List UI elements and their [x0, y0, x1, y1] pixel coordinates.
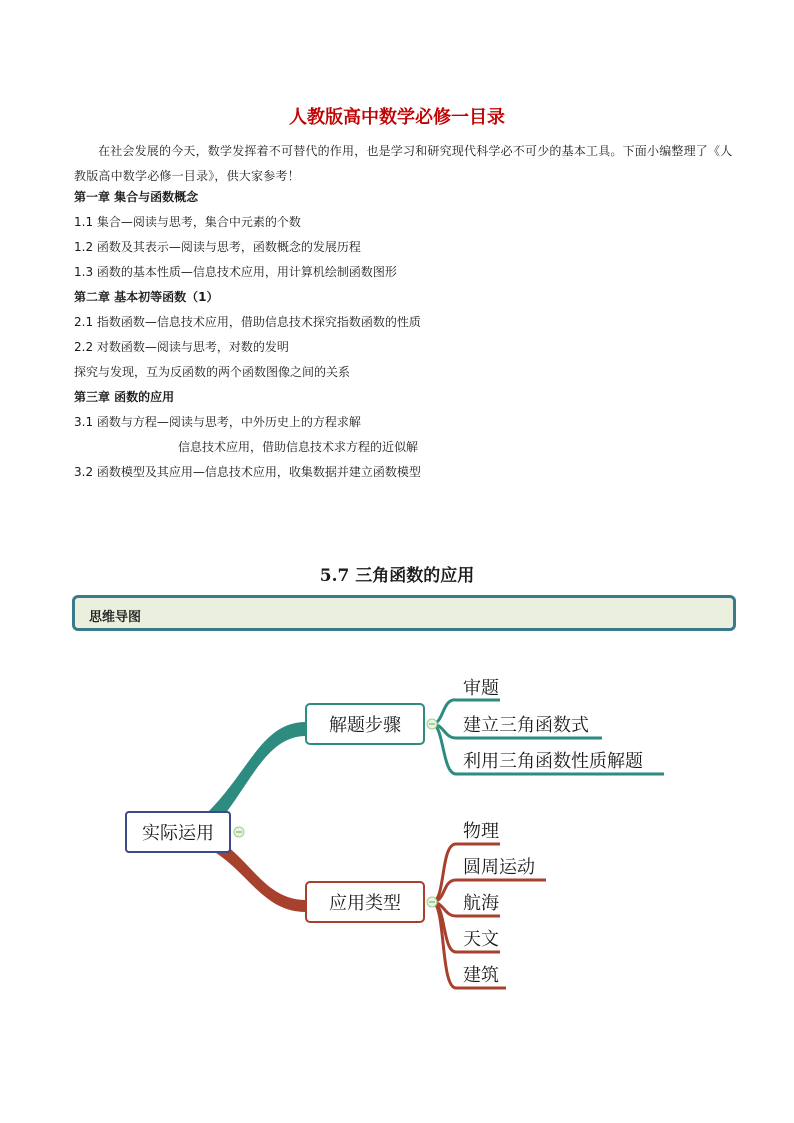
- toc-item: 1.1 集合—阅读与思考，集合中元素的个数: [74, 215, 301, 229]
- toc-chapter-heading: 第三章 函数的应用: [74, 390, 175, 404]
- leaf-label: 天文: [463, 929, 499, 950]
- leaf-label: 物理: [463, 821, 499, 842]
- toc-item: 2.1 指数函数—信息技术应用，借助信息技术探究指数函数的性质: [74, 315, 421, 329]
- leaf-label: 航海: [463, 893, 499, 914]
- section-title: 5.7 三角函数的应用: [319, 566, 475, 586]
- root-node-label: 实际运用: [142, 823, 214, 844]
- toc-chapter-heading: 第二章 基本初等函数（1）: [74, 290, 219, 304]
- leaf-label: 建立三角函数式: [463, 715, 589, 736]
- leaf-label: 圆周运动: [463, 857, 535, 878]
- intro-paragraph: 在社会发展的今天，数学发挥着不可替代的作用，也是学习和研究现代科学必不可少的基本工具。下面小编整理了《人教版高中数学必修一目录》，供大家参考！: [74, 144, 733, 183]
- toc-item: 信息技术应用，借助信息技术求方程的近似解: [178, 440, 419, 454]
- toc-item: 探究与发现，互为反函数的两个函数图像之间的关系: [74, 365, 351, 379]
- toc-item: 3.1 函数与方程—阅读与思考，中外历史上的方程求解: [74, 415, 361, 429]
- leaf-label: 利用三角函数性质解题: [463, 751, 643, 772]
- branch-label-application-types: 应用类型: [329, 893, 401, 914]
- mindmap-banner-label: 思维导图: [89, 610, 142, 625]
- document-title: 人教版高中数学必修一目录: [289, 107, 505, 128]
- leaf-label: 建筑: [463, 965, 499, 986]
- toc-chapter-heading: 第一章 集合与函数概念: [74, 190, 199, 204]
- toc-item: 3.2 函数模型及其应用—信息技术应用，收集数据并建立函数模型: [74, 465, 421, 479]
- toc-item: 1.3 函数的基本性质—信息技术应用，用计算机绘制函数图形: [74, 265, 397, 279]
- toc-item: 1.2 函数及其表示—阅读与思考，函数概念的发展历程: [74, 240, 361, 254]
- leaf-label: 审题: [463, 678, 499, 699]
- branch-connector-solution-steps: [208, 722, 306, 818]
- toc-item: 2.2 对数函数—阅读与思考，对数的发明: [74, 340, 289, 354]
- branch-label-solution-steps: 解题步骤: [329, 715, 401, 736]
